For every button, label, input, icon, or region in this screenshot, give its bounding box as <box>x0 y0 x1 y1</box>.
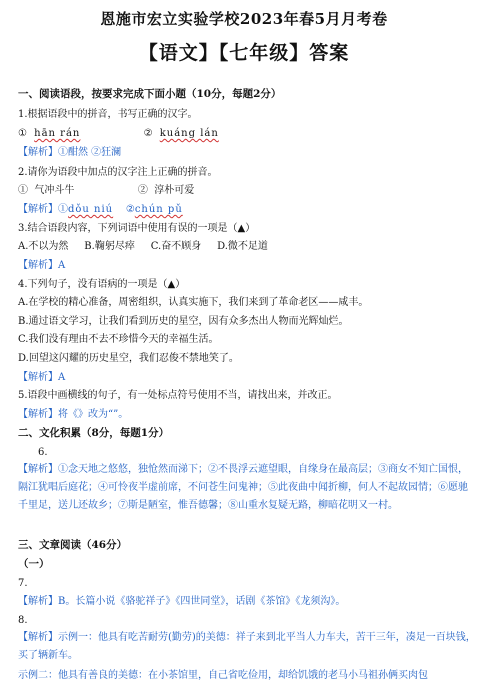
q8-answer: 【解析】示例一：他具有吃苦耐劳(勤劳)的美德：祥子来到北平当人力车夫，苦干三年，凑足一百块钱，买了辆新车。 <box>18 632 476 661</box>
q1-answer: 【解析】①酣然 ②狂澜 <box>18 147 122 158</box>
q1-a-pinyin: hān rán <box>34 128 81 139</box>
q4-option-c: C.我们没有理由不去不珍惜今天的幸福生活。 <box>18 334 219 345</box>
q2-answer-mid: ② <box>113 204 135 215</box>
q6-answer: 【解析】①念天地之悠悠，独怆然而涕下；②不畏浮云遮望眼，自缘身在最高层；③商女不知亡国恨，隔江犹唱后庭花；④可怜夜半虚前席，不问苍生问鬼神；⑤此夜曲中闻折柳，何人不起故园情；⑥愿驰千里足，送儿还故乡；⑦斯是陋室，惟吾德馨；⑧山重水复疑无路，柳暗花明又一村。 <box>18 464 468 511</box>
q4-option-b: B.通过语文学习，让我们看到历史的星空，因有众多杰出人物而光辉灿烂。 <box>18 316 349 327</box>
q7-answer: 【解析】B。长篇小说《骆驼祥子》《四世同堂》，话剧《茶馆》《龙须沟》。 <box>18 596 346 607</box>
q2-answer <box>18 203 183 216</box>
q4-stem: 4.下列句子，没有语病的一项是（▲） <box>18 279 186 290</box>
q2-answer-b: chún pǔ <box>134 204 183 215</box>
q1-b-label: ② <box>143 128 153 139</box>
q8-number: 8. <box>18 615 28 626</box>
q1-pinyin-row <box>18 127 219 140</box>
q3-answer: 【解析】A <box>18 260 66 271</box>
document-subtitle: 【语文】【七年级】答案 <box>138 42 350 64</box>
q8-answer-example2: 示例二：他具有善良的美德：在小茶馆里，自己省吃俭用，却给饥饿的老马小马祖孙俩买肉包 <box>18 670 428 681</box>
q2-options: ① 气冲斗牛 ② 淳朴可爱 <box>18 185 195 196</box>
q4-answer: 【解析】A <box>18 372 66 383</box>
q1-stem: 1.根据语段中的拼音，书写正确的汉字。 <box>18 109 198 120</box>
section2-heading: 二、文化积累（8分，每题1分） <box>18 427 170 439</box>
q7-number: 7. <box>18 578 28 589</box>
section1-heading: 一、阅读语段，按要求完成下面小题（10分，每题2分） <box>18 88 282 100</box>
q3-options: A.不以为然 B.鞠躬尽瘁 C.奋不顾身 D.微不足道 <box>18 241 268 252</box>
q3-stem: 3.结合语段内容，下列词语中使用有误的一项是（▲） <box>18 223 256 234</box>
q2-answer-prefix: 【解析】① <box>18 204 68 215</box>
q5-answer: 【解析】将《》改为“”。 <box>18 409 129 420</box>
q4-option-d: D.回望这闪耀的历史星空，我们忍俊不禁地笑了。 <box>18 353 239 364</box>
q1-a-label: ① <box>18 128 27 139</box>
q2-answer-a: dǒu niú <box>68 204 114 215</box>
section3-sub: （一） <box>18 558 50 570</box>
q1-b-pinyin: kuáng lán <box>159 128 219 139</box>
q4-option-a: A.在学校的精心准备，周密组织，认真实施下，我们来到了革命老区——咸丰。 <box>18 297 369 308</box>
section3-heading: 三、文章阅读（46分） <box>18 539 128 551</box>
q5-stem: 5.语段中画横线的句子，有一处标点符号使用不当，请找出来，并改正。 <box>18 390 338 401</box>
q6-number: 6. <box>38 447 48 458</box>
q2-stem: 2.请你为语段中加点的汉字注上正确的拼音。 <box>18 167 218 178</box>
document-title: 恩施市宏立实验学校2023年春5月月考卷 <box>100 10 388 28</box>
